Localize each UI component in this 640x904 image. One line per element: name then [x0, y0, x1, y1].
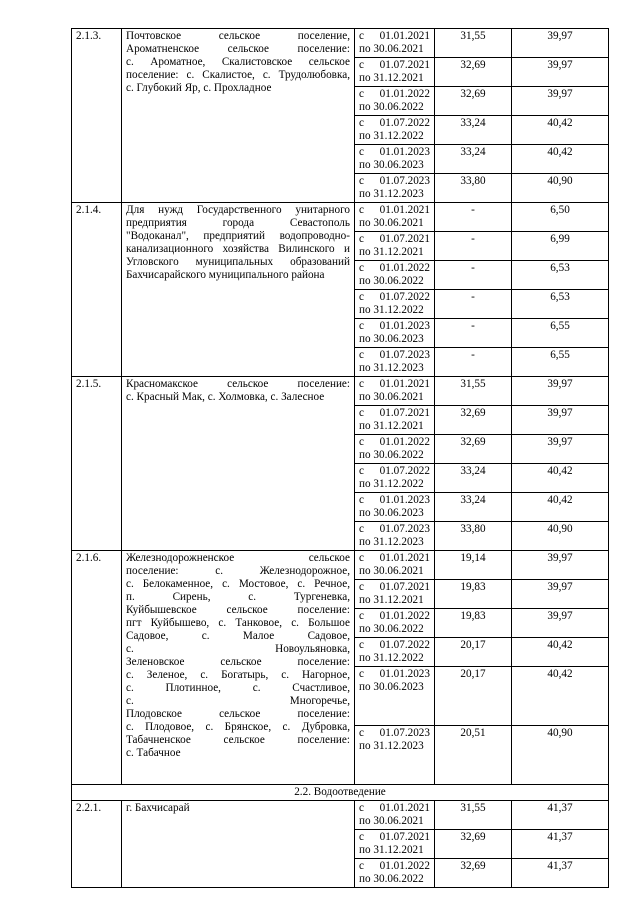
- tariff-value-1: 32,69: [435, 87, 512, 116]
- period-to: по 31.12.2022: [359, 478, 424, 490]
- period-cell: [355, 29, 435, 58]
- territory-line: Бахчисарайского муниципального района: [126, 269, 325, 281]
- tariff-value-2: 39,97: [512, 377, 609, 406]
- territory-line: Зеленовское сельское поселение:: [126, 656, 350, 668]
- period-from: с 01.01.2023: [359, 146, 430, 158]
- tariff-value-2: 41,37: [512, 830, 609, 859]
- territory-line: с. Плотинное, с. Счастливое,: [126, 682, 350, 694]
- period-cell: [355, 638, 435, 667]
- period-from: с 01.01.2021: [359, 552, 430, 564]
- tariff-value-1: 33,24: [435, 145, 512, 174]
- territory-line: с. Ароматное, Скалистовское сельское: [126, 56, 350, 68]
- tariff-value-1: 33,24: [435, 493, 512, 522]
- tariff-value-1: -: [435, 232, 512, 261]
- period-cell: [355, 203, 435, 232]
- territory-line: с. Многоречье,: [126, 695, 350, 707]
- territory-cell: [122, 377, 355, 551]
- tariff-value-2: 6,50: [512, 203, 609, 232]
- period-to: по 31.12.2021: [359, 246, 424, 258]
- period-cell: [355, 493, 435, 522]
- tariff-value-1: 20,17: [435, 638, 512, 667]
- tariff-value-1: 19,14: [435, 551, 512, 580]
- territory-line: "Водоканал", предприятий водопроводно-: [126, 230, 350, 242]
- period-row: [72, 551, 609, 580]
- period-cell: [355, 261, 435, 290]
- territory-line: пгт Куйбышево, с. Танковое, с. Большое: [126, 617, 350, 629]
- period-cell: [355, 232, 435, 261]
- period-to: по 31.12.2023: [359, 188, 424, 200]
- period-from: с 01.07.2022: [359, 117, 430, 129]
- territory-line: с. Белокаменное, с. Мостовое, с. Речное,: [126, 578, 350, 590]
- period-from: с 01.07.2022: [359, 291, 430, 303]
- tariff-value-2: 39,97: [512, 406, 609, 435]
- territory-line: с. Табачное: [126, 747, 181, 759]
- period-from: с 01.01.2022: [359, 610, 430, 622]
- tariff-value-2: 40,90: [512, 522, 609, 551]
- tariff-value-2: 39,97: [512, 551, 609, 580]
- period-from: с 01.07.2021: [359, 581, 430, 593]
- territory-line: с. Новоульяновка,: [126, 643, 350, 655]
- tariff-value-1: -: [435, 261, 512, 290]
- period-row: [72, 377, 609, 406]
- period-to: по 30.06.2023: [359, 333, 424, 345]
- tariff-value-1: 33,24: [435, 116, 512, 145]
- tariff-value-1: -: [435, 290, 512, 319]
- territory-cell: [122, 203, 355, 377]
- period-cell: [355, 145, 435, 174]
- tariff-value-1: -: [435, 348, 512, 377]
- territory-cell: [122, 551, 355, 785]
- tariff-value-1: 19,83: [435, 609, 512, 638]
- tariff-value-2: 40,90: [512, 174, 609, 203]
- tariff-value-1: 31,55: [435, 801, 512, 830]
- period-from: с 01.07.2022: [359, 465, 430, 477]
- section-row: [72, 785, 609, 801]
- period-to: по 30.06.2022: [359, 873, 424, 885]
- tariff-value-1: 31,55: [435, 377, 512, 406]
- period-from: с 01.07.2021: [359, 407, 430, 419]
- territory-cell: [122, 801, 355, 888]
- period-cell: [355, 859, 435, 888]
- period-cell: [355, 522, 435, 551]
- period-to: по 30.06.2022: [359, 623, 424, 635]
- period-from: с 01.01.2021: [359, 204, 430, 216]
- tariff-value-2: 39,97: [512, 609, 609, 638]
- period-cell: [355, 801, 435, 830]
- period-to: по 31.12.2021: [359, 420, 424, 432]
- territory-line: Угловского муниципальных образований: [126, 256, 350, 268]
- period-row: [72, 801, 609, 830]
- territory-line: Куйбышевское сельское поселение:: [126, 604, 350, 616]
- period-to: по 31.12.2023: [359, 740, 424, 752]
- period-from: с 01.01.2023: [359, 494, 430, 506]
- tariff-value-1: 33,80: [435, 522, 512, 551]
- tariff-value-1: 32,69: [435, 58, 512, 87]
- period-cell: [355, 377, 435, 406]
- tariff-value-2: 6,99: [512, 232, 609, 261]
- period-from: с 01.07.2023: [359, 727, 430, 739]
- period-cell: [355, 348, 435, 377]
- tariff-value-1: 33,24: [435, 464, 512, 493]
- tariff-value-1: -: [435, 319, 512, 348]
- tariff-value-1: 32,69: [435, 830, 512, 859]
- tariff-value-2: 40,42: [512, 116, 609, 145]
- tariff-value-2: 40,42: [512, 464, 609, 493]
- period-cell: [355, 609, 435, 638]
- period-cell: [355, 464, 435, 493]
- territory-line: Железнодорожненское сельское: [126, 552, 350, 564]
- item-number: 2.2.1.: [72, 801, 122, 888]
- period-to: по 31.12.2021: [359, 844, 424, 856]
- period-from: с 01.01.2021: [359, 30, 430, 42]
- period-to: по 31.12.2022: [359, 652, 424, 664]
- tariff-value-2: 40,42: [512, 667, 609, 726]
- territory-line: канализационного хозяйства Вилинского и: [126, 243, 350, 255]
- territory-line: с. Плодовое, с. Брянское, с. Дубровка,: [126, 721, 350, 733]
- period-cell: [355, 551, 435, 580]
- territory-line: поселение: с. Скалистое, с. Трудолюбовка,: [126, 69, 350, 81]
- item-number: 2.1.5.: [72, 377, 122, 551]
- period-cell: [355, 174, 435, 203]
- territory-line: с. Красный Мак, с. Холмовка, с. Залесное: [126, 391, 325, 403]
- period-to: по 31.12.2021: [359, 594, 424, 606]
- period-cell: [355, 435, 435, 464]
- period-to: по 31.12.2023: [359, 536, 424, 548]
- period-from: с 01.01.2022: [359, 860, 430, 872]
- tariff-value-2: 39,97: [512, 87, 609, 116]
- period-to: по 30.06.2022: [359, 101, 424, 113]
- territory-line: предприятия города Севастополь: [126, 217, 350, 229]
- period-from: с 01.07.2023: [359, 523, 430, 535]
- period-to: по 30.06.2023: [359, 681, 424, 693]
- item-number: 2.1.3.: [72, 29, 122, 203]
- territory-line: Для нужд Государственного унитарного: [126, 204, 350, 216]
- tariff-value-2: 40,90: [512, 726, 609, 785]
- section-title: 2.2. Водоотведение: [72, 785, 609, 801]
- period-cell: [355, 667, 435, 726]
- tariff-value-1: 31,55: [435, 29, 512, 58]
- period-from: с 01.01.2022: [359, 88, 430, 100]
- period-from: с 01.01.2022: [359, 262, 430, 274]
- period-to: по 30.06.2022: [359, 275, 424, 287]
- period-to: по 30.06.2023: [359, 507, 424, 519]
- tariff-value-1: 20,51: [435, 726, 512, 785]
- period-cell: [355, 726, 435, 785]
- period-cell: [355, 406, 435, 435]
- territory-cell: [122, 29, 355, 203]
- period-to: по 30.06.2021: [359, 815, 424, 827]
- period-from: с 01.01.2022: [359, 436, 430, 448]
- period-to: по 30.06.2021: [359, 217, 424, 229]
- tariff-value-2: 6,53: [512, 261, 609, 290]
- tariff-value-2: 6,55: [512, 319, 609, 348]
- period-row: [72, 203, 609, 232]
- territory-line: с. Глубокий Яр, с. Прохладное: [126, 82, 272, 94]
- territory-line: Плодовское сельское поселение:: [126, 708, 350, 720]
- territory-line: Садовое, с. Малое Садовое,: [126, 630, 350, 642]
- territory-line: Табачненское сельское поселение:: [126, 734, 350, 746]
- period-from: с 01.01.2021: [359, 378, 430, 390]
- tariff-table: [71, 28, 609, 888]
- territory-line: Ароматненское сельское поселение:: [126, 43, 350, 55]
- period-from: с 01.07.2021: [359, 831, 430, 843]
- period-cell: [355, 58, 435, 87]
- tariff-value-1: 20,17: [435, 667, 512, 726]
- period-from: с 01.07.2021: [359, 59, 430, 71]
- tariff-value-2: 39,97: [512, 580, 609, 609]
- period-to: по 30.06.2023: [359, 159, 424, 171]
- tariff-value-2: 6,53: [512, 290, 609, 319]
- period-cell: [355, 290, 435, 319]
- period-to: по 30.06.2021: [359, 565, 424, 577]
- period-cell: [355, 319, 435, 348]
- period-to: по 31.12.2022: [359, 130, 424, 142]
- period-cell: [355, 830, 435, 859]
- period-from: с 01.07.2023: [359, 349, 430, 361]
- period-row: [72, 29, 609, 58]
- territory-line: поселение: с. Железнодорожное,: [126, 565, 350, 577]
- period-cell: [355, 87, 435, 116]
- territory-line: с. Зеленое, с. Богатырь, с. Нагорное,: [126, 669, 350, 681]
- period-cell: [355, 116, 435, 145]
- period-from: с 01.01.2021: [359, 802, 430, 814]
- period-from: с 01.07.2022: [359, 639, 430, 651]
- tariff-value-2: 41,37: [512, 801, 609, 830]
- period-to: по 31.12.2021: [359, 72, 424, 84]
- period-to: по 30.06.2022: [359, 449, 424, 461]
- period-to: по 30.06.2021: [359, 43, 424, 55]
- period-to: по 30.06.2021: [359, 391, 424, 403]
- period-to: по 31.12.2023: [359, 362, 424, 374]
- territory-line: Красномакское сельское поселение:: [126, 378, 350, 390]
- item-number: 2.1.4.: [72, 203, 122, 377]
- tariff-value-1: 32,69: [435, 406, 512, 435]
- period-from: с 01.01.2023: [359, 668, 430, 680]
- tariff-value-1: 32,69: [435, 859, 512, 888]
- tariff-value-2: 39,97: [512, 58, 609, 87]
- period-from: с 01.07.2023: [359, 175, 430, 187]
- tariff-value-2: 40,42: [512, 493, 609, 522]
- territory-line: г. Бахчисарай: [126, 802, 190, 814]
- period-cell: [355, 580, 435, 609]
- tariff-value-1: -: [435, 203, 512, 232]
- period-to: по 31.12.2022: [359, 304, 424, 316]
- territory-line: Почтовское сельское поселение,: [126, 30, 350, 42]
- item-number: 2.1.6.: [72, 551, 122, 785]
- tariff-value-1: 32,69: [435, 435, 512, 464]
- territory-line: п. Сирень, с. Тургеневка,: [126, 591, 350, 603]
- tariff-value-2: 39,97: [512, 29, 609, 58]
- period-from: с 01.07.2021: [359, 233, 430, 245]
- tariff-value-2: 40,42: [512, 145, 609, 174]
- tariff-value-2: 41,37: [512, 859, 609, 888]
- period-from: с 01.01.2023: [359, 320, 430, 332]
- tariff-value-1: 33,80: [435, 174, 512, 203]
- tariff-value-1: 19,83: [435, 580, 512, 609]
- tariff-value-2: 40,42: [512, 638, 609, 667]
- tariff-value-2: 39,97: [512, 435, 609, 464]
- tariff-value-2: 6,55: [512, 348, 609, 377]
